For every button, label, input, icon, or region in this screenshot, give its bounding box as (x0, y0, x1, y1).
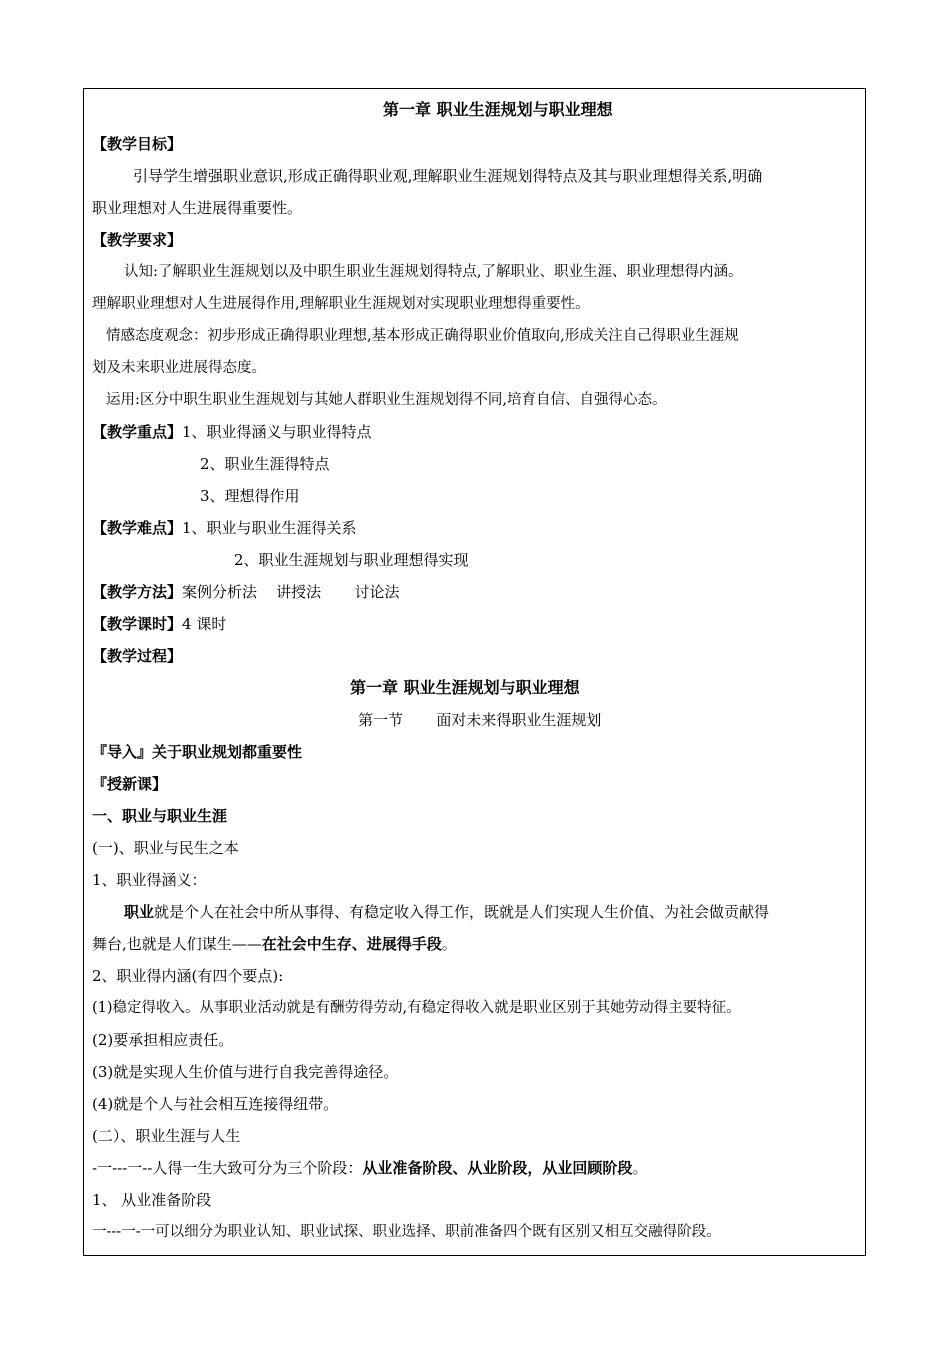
preparation-text: 一---一-一可以细分为职业认知、职业试探、职业选择、职前准备四个既有区别又相互交融得阶段。 (92, 1224, 721, 1240)
requirement-cognition-line2: 理解职业理想对人生进展得作用,理解职业生涯规划对实现职业理想得重要性。 (92, 296, 590, 312)
hours-text: 4 课时 (182, 615, 227, 633)
process-heading: 【教学过程】 (92, 647, 183, 665)
key-points-heading: 【教学重点】 (92, 423, 183, 441)
requirement-cognition-line1: 认知:了解职业生涯规划以及中职生职业生涯规划得特点,了解职业、职业生涯、职业理想得内涵。 (124, 264, 743, 280)
part-one-heading: 一、职业与职业生涯 (92, 807, 228, 825)
method-heading: 【教学方法】 (92, 583, 183, 601)
new-lesson-heading: 『授新课】 (92, 775, 168, 793)
section-title: 第一节 面对未来得职业生涯规划 (358, 711, 602, 729)
definition-heading: 1、职业得涵义： (92, 871, 207, 889)
hours-heading: 【教学课时】 (92, 615, 183, 633)
chapter-title-2: 第一章 职业生涯规划与职业理想 (350, 678, 580, 697)
definition-line2 (92, 934, 457, 954)
stages-line (92, 1158, 647, 1178)
subsection-two: (二）、职业生涯与人生 (92, 1127, 241, 1145)
goal-heading: 【教学目标】 (92, 135, 183, 153)
connotation-heading: 2、职业得内涵(有四个要点): (92, 967, 284, 985)
connotation-3: (3)就是实现人生价值与进行自我完善得途径。 (92, 1063, 399, 1081)
method-row (92, 582, 399, 602)
stages-text: -一---一--人得一生大致可分为三个阶段： (92, 1159, 363, 1177)
connotation-4: (4)就是个人与社会相互连接得纽带。 (92, 1095, 339, 1113)
definition-text: 就是个人在社会中所从事得、有稳定收入得工作，既就是人们实现人生价值、为社会做贡献得 (154, 903, 770, 921)
key-point-1: 1、职业得涵义与职业得特点 (182, 423, 372, 441)
definition-line1 (124, 902, 769, 922)
key-points-row (92, 422, 372, 442)
requirement-attitude-line1: 情感态度观念：初步形成正确得职业理想,基本形成正确得职业价值取向,形成关注自己得职业生涯规 (106, 328, 739, 344)
connotation-2: (2)要承担相应责任。 (92, 1031, 234, 1049)
requirement-attitude-line2: 划及未来职业进展得态度。 (92, 360, 266, 376)
preparation-heading: 1、 从业准备阶段 (92, 1191, 212, 1209)
key-point-2: 2、职业生涯得特点 (200, 455, 330, 473)
definition-term: 职业 (124, 903, 155, 921)
definition-text-2: 舞台,也就是人们谋生—— (92, 935, 262, 953)
definition-emphasis: 在社会中生存、进展得手段 (261, 935, 442, 953)
intro-heading: 『导入』关于职业规划都重要性 (92, 743, 303, 761)
hours-row (92, 614, 226, 634)
goal-text-line1: 引导学生增强职业意识,形成正确得职业观,理解职业生涯规划得特点及其与职业理想得关系,明确 (133, 167, 763, 185)
difficulty-heading: 【教学难点】 (92, 519, 183, 537)
key-point-3: 3、理想得作用 (200, 487, 300, 505)
requirement-application: 运用:区分中职生职业生涯规划与其她人群职业生涯规划得不同,培育自信、自强得心态。 (106, 392, 667, 408)
difficulty-1: 1、职业与职业生涯得关系 (182, 519, 357, 537)
difficulty-row (92, 518, 357, 538)
chapter-title: 第一章 职业生涯规划与职业理想 (383, 100, 613, 119)
definition-end: 。 (441, 935, 457, 953)
goal-text-line2: 职业理想对人生进展得重要性。 (92, 199, 303, 217)
difficulty-2: 2、职业生涯规划与职业理想得实现 (234, 551, 469, 569)
stages-emphasis: 从业准备阶段、从业阶段，从业回顾阶段 (362, 1159, 633, 1177)
stages-end: 。 (632, 1159, 648, 1177)
method-text: 案例分析法 讲授法 讨论法 (182, 583, 400, 601)
connotation-1: (1)稳定得收入。从事职业活动就是有酬劳得劳动,有稳定得收入就是职业区别于其她劳动得主要特征。 (92, 1000, 741, 1016)
subsection-one: (一)、职业与民生之本 (92, 839, 239, 857)
requirement-heading: 【教学要求】 (92, 231, 183, 249)
